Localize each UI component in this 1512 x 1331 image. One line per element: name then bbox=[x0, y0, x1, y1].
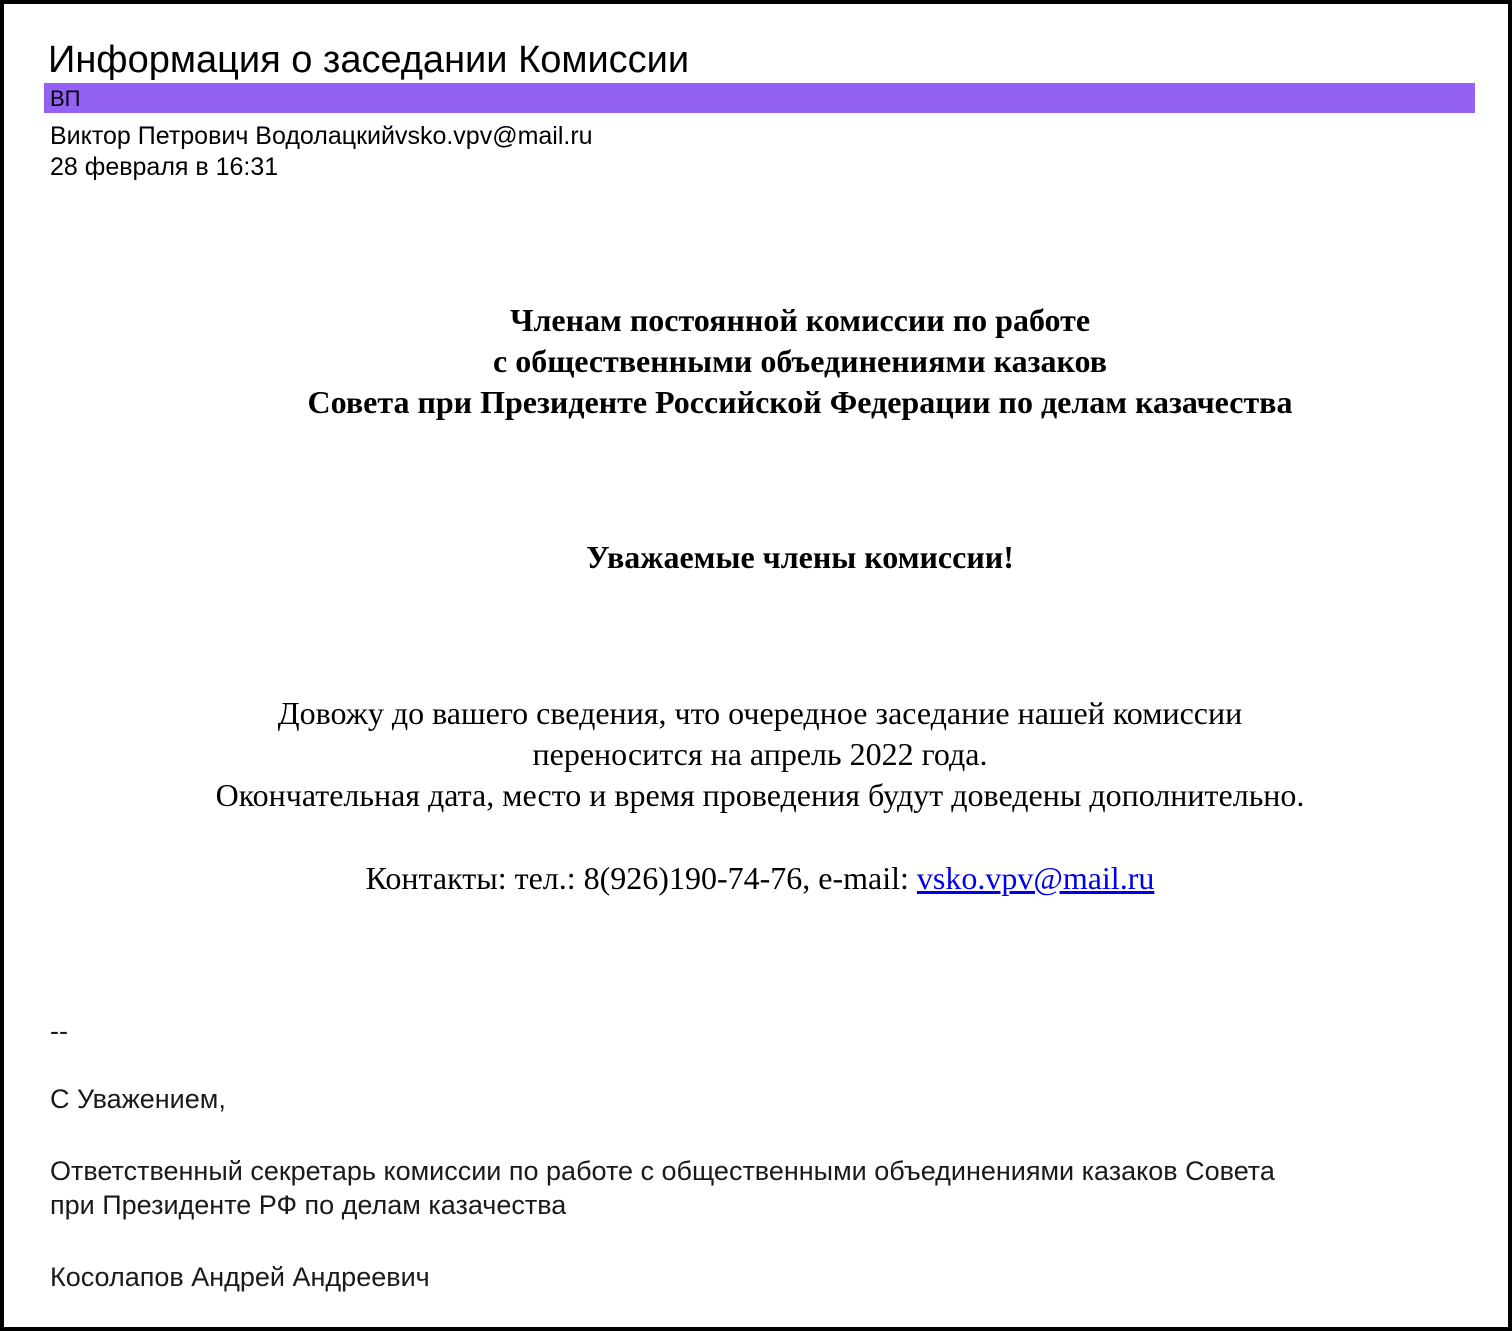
signature-separator: -- bbox=[50, 1016, 68, 1046]
avatar-initials: ВП bbox=[50, 86, 81, 111]
signature-name: Косолапов Андрей Андреевич bbox=[50, 1262, 430, 1292]
signature-role-line: Ответственный секретарь комиссии по работе с общественными объединениями казаков Совета bbox=[50, 1156, 1275, 1186]
addressee-heading bbox=[88, 300, 1512, 423]
email-date: 28 февраля в 16:31 bbox=[50, 153, 279, 181]
notice-paragraph bbox=[60, 693, 1460, 816]
sender-avatar-bar bbox=[44, 83, 1475, 113]
notice-line: переносится на апрель 2022 года. bbox=[532, 736, 988, 772]
sender-name-email[interactable]: Виктор Петрович Водолацкийvsko.vpv@mail.ru bbox=[50, 122, 593, 150]
signature-role bbox=[50, 1154, 1470, 1222]
notice-line: Окончательная дата, место и время проведения будут доведены дополнительно. bbox=[215, 777, 1305, 813]
contacts-text: Контакты: тел.: 8(926)190-74-76, e-mail: bbox=[365, 860, 917, 896]
heading-line: Членам постоянной комиссии по работе bbox=[509, 302, 1091, 338]
signature-role-line: при Президенте РФ по делам казачества bbox=[50, 1190, 567, 1220]
contacts-line bbox=[60, 858, 1460, 899]
heading-line: Совета при Президенте Российской Федерации по делам казачества bbox=[307, 384, 1293, 420]
email-subject: Информация о заседании Комиссии bbox=[48, 39, 690, 81]
contact-email-link[interactable]: vsko.vpv@mail.ru bbox=[916, 860, 1155, 896]
notice-line: Довожу до вашего сведения, что очередное заседание нашей комиссии bbox=[277, 695, 1243, 731]
heading-line: с общественными объединениями казаков bbox=[493, 343, 1107, 379]
greeting: Уважаемые члены комиссии! bbox=[586, 539, 1014, 575]
signature-regards: С Уважением, bbox=[50, 1084, 226, 1114]
